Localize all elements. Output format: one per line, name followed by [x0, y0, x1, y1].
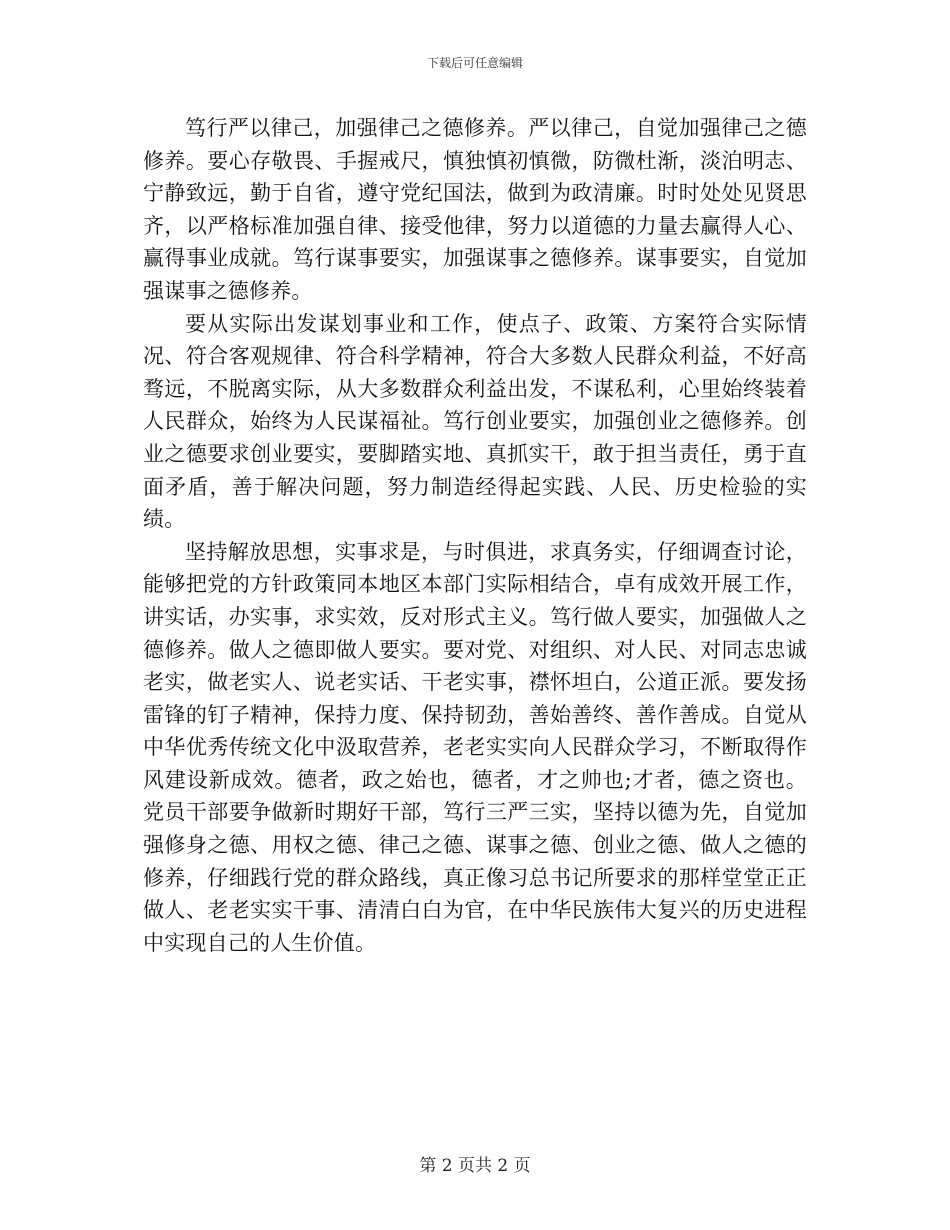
paragraph-2: 要从实际出发谋划事业和工作，使点子、政策、方案符合实际情况、符合客观规律、符合科学精神，符合大多数人民群众利益，不好高骛远，不脱离实际，从大多数群众利益出发，不谋私利，心里始终装着人民群众，始终为人民谋福祉。笃行创业要实，加强创业之德修养。创业之德要求创业要实，要脚踏实地、真抓实干，敢于担当责任，勇于直面矛盾，善于解决问题，努力制造经得起实践、人民、历史检验的实绩。 — [143, 311, 807, 532]
page-header: 下载后可任意编辑 — [426, 56, 523, 70]
page-number-footer: 第 2 页共 2 页 — [419, 1156, 531, 1176]
paragraph-1: 笃行严以律己，加强律己之德修养。严以律己，自觉加强律己之德修养。要心存敬畏、手握戒尺，慎独慎初慎微，防微杜渐，淡泊明志、宁静致远，勤于自省，遵守党纪国法，做到为政清廉。时时处处见贤思齐，以严格标准加强自律、接受他律，努力以道德的力量去赢得人心、赢得事业成就。笃行谋事要实，加强谋事之德修养。谋事要实，自觉加强谋事之德修养。 — [143, 116, 807, 303]
document-body — [143, 112, 807, 959]
paragraph-3: 坚持解放思想，实事求是，与时俱进，求真务实，仔细调查讨论，能够把党的方针政策同本地区本部门实际相结合，卓有成效开展工作，讲实话，办实事，求实效，反对形式主义。笃行做人要实，加强做人之德修养。做人之德即做人要实。要对党、对组织、对人民、对同志忠诚老实，做老实人、说老实话、干老实事，襟怀坦白，公道正派。要发扬雷锋的钉子精神，保持力度、保持韧劲，善始善终、善作善成。自觉从中华优秀传统文化中汲取营养，老老实实向人民群众学习，不断取得作风建设新成效。德者，政之始也，德者，才之帅也;才者，德之资也。党员干部要争做新时期好干部，笃行三严三实，坚持以德为先，自觉加强修身之德、用权之德、律己之德、谋事之德、创业之德、做人之德的修养，仔细践行党的群众路线，真正像习总书记所要求的那样堂堂正正做人、老老实实干事、清清白白为官，在中华民族伟大复兴的历史进程中实现自己的人生价值。 — [143, 539, 807, 955]
